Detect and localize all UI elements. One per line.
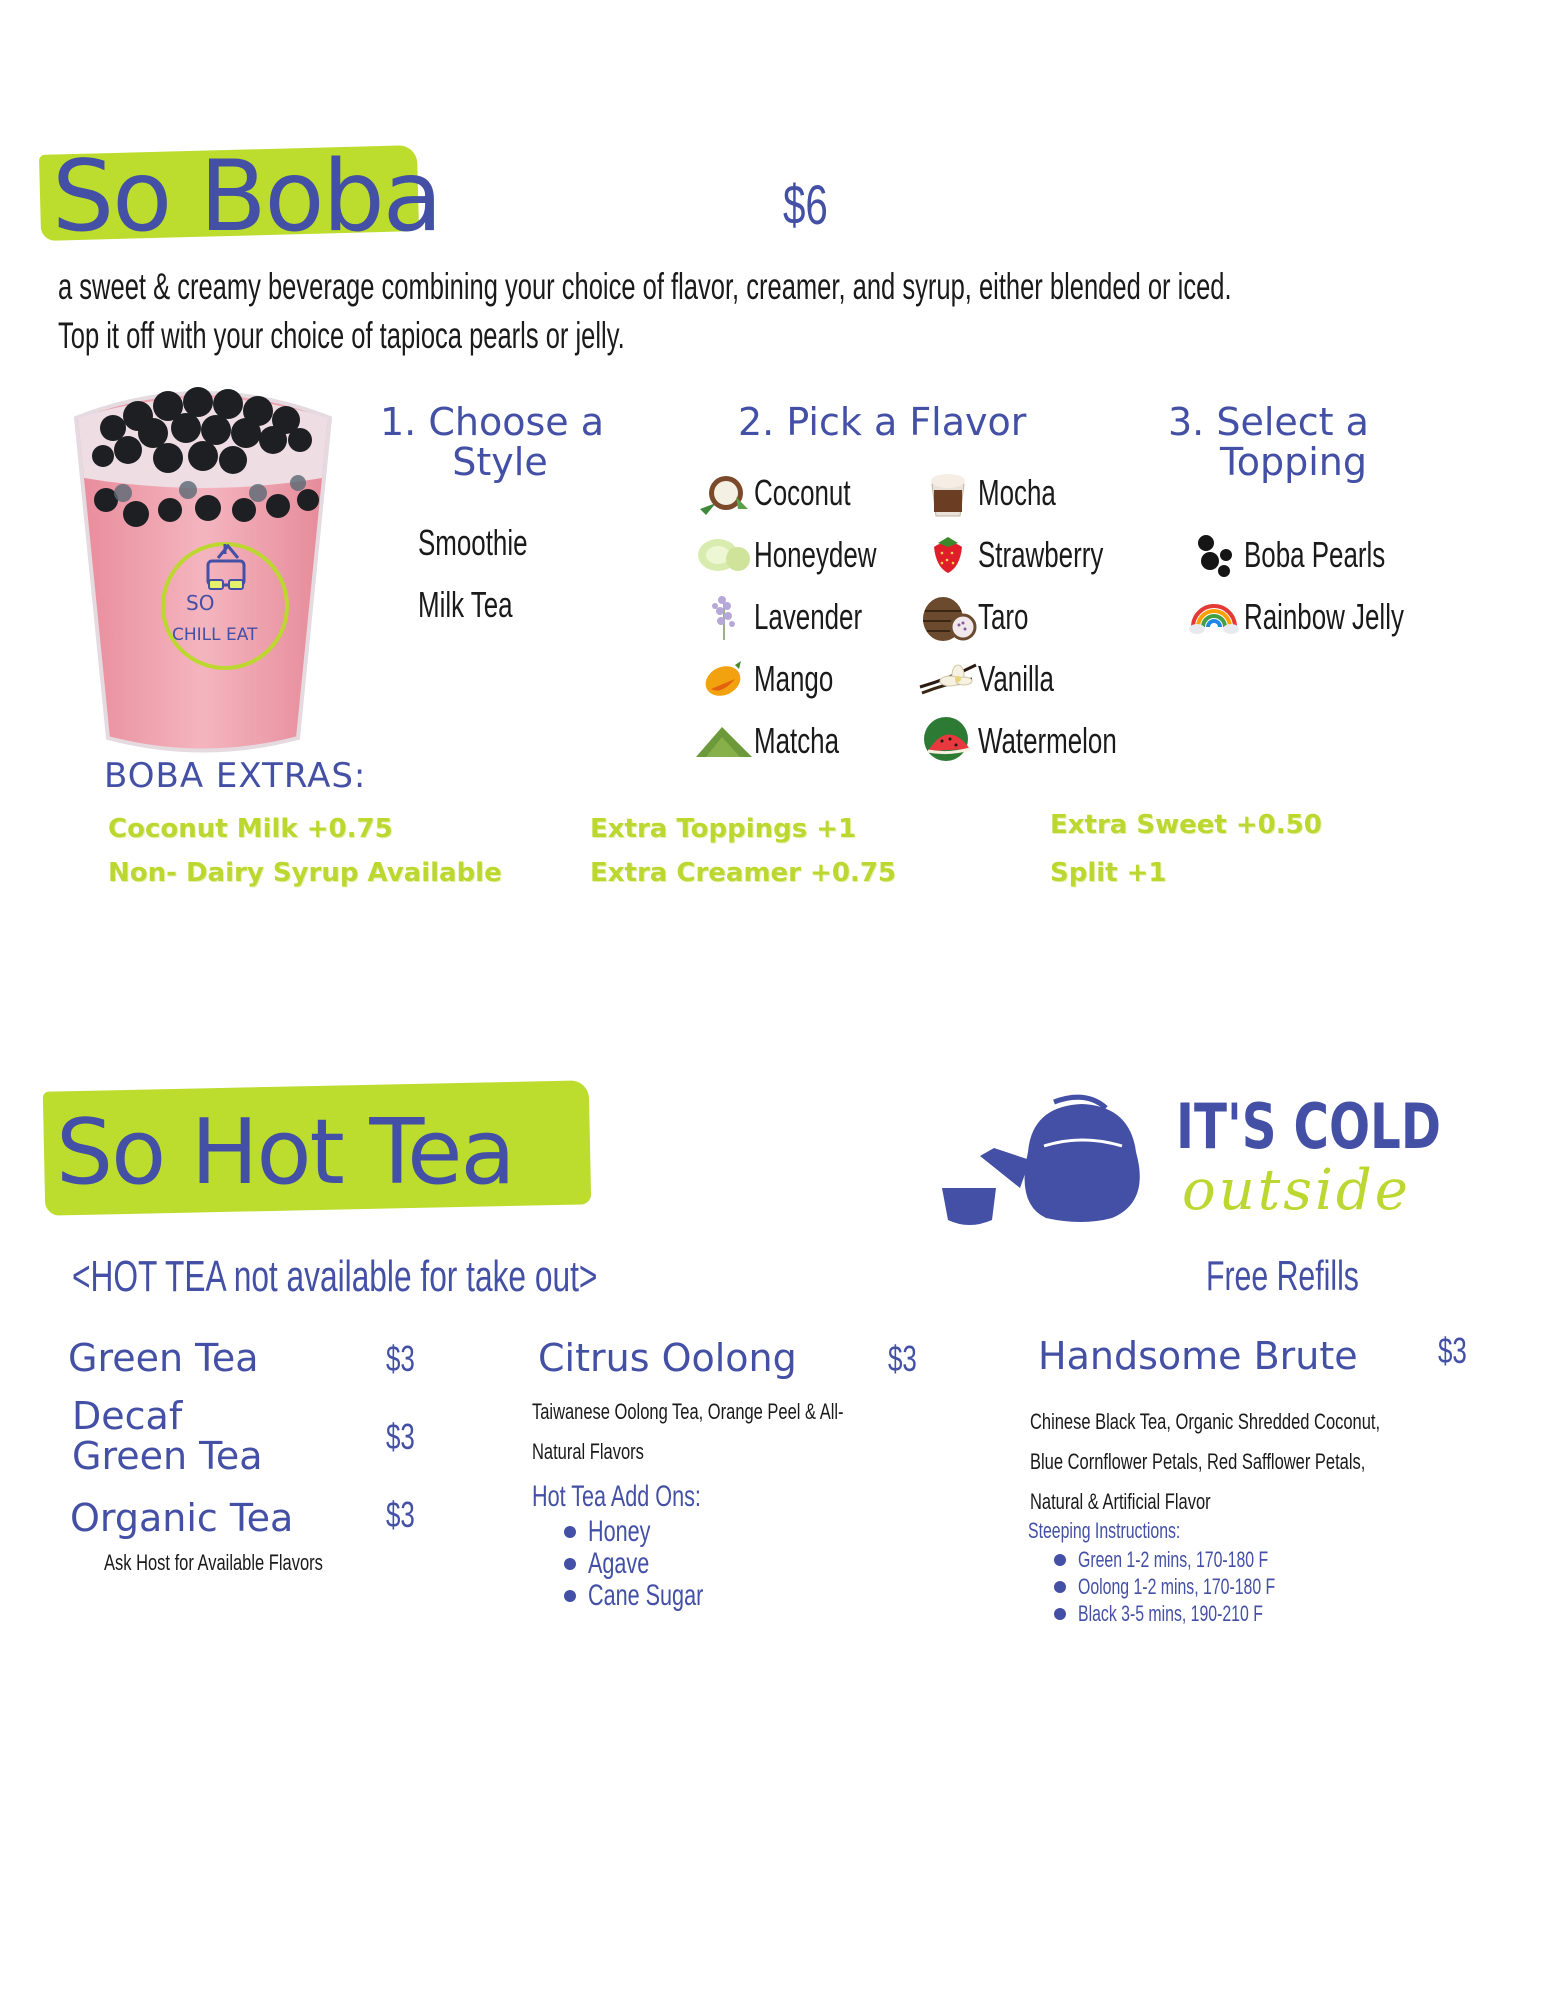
steeping-list [1050, 1546, 1352, 1627]
step2-title: 2. Pick a Flavor [738, 400, 1027, 444]
mango-icon [694, 651, 754, 707]
style-option-smoothie: Smoothie [418, 522, 528, 563]
steeping-item: Oolong 1-2 mins, 170-180 F [1050, 1573, 1352, 1600]
extras-title: BOBA EXTRAS: [104, 756, 367, 796]
flavor-mango: Mango [694, 651, 864, 707]
free-refills: Free Refills [1206, 1252, 1359, 1299]
step3-title: 3. Select a Topping [1168, 400, 1369, 484]
lavender-icon [694, 589, 754, 645]
taro-icon [918, 589, 978, 645]
steeping-title: Steeping Instructions: [1028, 1518, 1181, 1543]
strawberry-icon [918, 527, 978, 583]
flavor-vanilla: Vanilla [918, 651, 1083, 707]
decaf-green-tea-name: Decaf Green Tea [72, 1394, 263, 1478]
organic-tea-price: $3 [386, 1494, 415, 1535]
boba-cup-image [68, 378, 338, 753]
extra-non-dairy-syrup: Non- Dairy Syrup Available [108, 858, 502, 888]
topping-boba-pearls: Boba Pearls [1184, 527, 1440, 583]
boba-description: a sweet & creamy beverage combining your choice of flavor, creamer, and syrup, either blended or iced. Top it off with your choice of tapioca pearls or jelly. [58, 266, 1232, 356]
flavor-lavender: Lavender [694, 589, 904, 645]
addons-title: Hot Tea Add Ons: [532, 1480, 701, 1513]
citrus-oolong-price: $3 [888, 1338, 917, 1379]
addon-item: Agave [560, 1548, 748, 1580]
citrus-oolong-description: Taiwanese Oolong Tea, Orange Peel & All- Natural Flavors [532, 1399, 844, 1464]
style-option-milk-tea: Milk Tea [418, 584, 513, 625]
addons-list [560, 1516, 748, 1612]
handsome-brute-price: $3 [1438, 1330, 1467, 1371]
extra-coconut-milk: Coconut Milk +0.75 [108, 814, 393, 844]
flavor-matcha: Matcha [694, 713, 872, 769]
green-tea-name: Green Tea [68, 1336, 259, 1380]
addon-item: Cane Sugar [560, 1580, 748, 1612]
svg-text:CHILL EAT: CHILL EAT [172, 625, 258, 645]
extra-creamer: Extra Creamer +0.75 [590, 858, 896, 888]
boba-pearls-icon [1184, 527, 1244, 583]
hot-tea-note: <HOT TEA not available for take out> [72, 1252, 598, 1301]
flavor-mocha: Mocha [918, 465, 1086, 521]
citrus-oolong-name: Citrus Oolong [538, 1336, 797, 1380]
flavor-strawberry: Strawberry [918, 527, 1152, 583]
boba-price: $6 [783, 173, 828, 236]
boba-title: So Boba [52, 140, 441, 254]
decaf-green-tea-price: $3 [386, 1416, 415, 1457]
flavor-taro: Taro [918, 589, 1048, 645]
organic-tea-name: Organic Tea [70, 1496, 294, 1540]
mocha-icon [918, 465, 978, 521]
green-tea-price: $3 [386, 1338, 415, 1379]
flavor-honeydew: Honeydew [694, 527, 924, 583]
organic-tea-note: Ask Host for Available Flavors [104, 1550, 323, 1575]
teapot-icon [936, 1092, 1186, 1232]
steeping-item: Green 1-2 mins, 170-180 F [1050, 1546, 1352, 1573]
hot-tea-title: So Hot Tea [56, 1100, 514, 1205]
vanilla-icon [918, 651, 978, 707]
handsome-brute-name: Handsome Brute [1038, 1334, 1358, 1378]
step1-title: 1. Choose a Style [380, 400, 604, 484]
addon-item: Honey [560, 1516, 748, 1548]
extra-toppings: Extra Toppings +1 [590, 814, 857, 844]
watermelon-icon [918, 713, 978, 769]
coconut-icon [694, 465, 754, 521]
flavor-watermelon: Watermelon [918, 713, 1171, 769]
extra-split: Split +1 [1050, 858, 1167, 888]
svg-text:SO: SO [186, 591, 215, 615]
topping-rainbow-jelly: Rainbow Jelly [1184, 589, 1466, 645]
extra-sweet: Extra Sweet +0.50 [1050, 810, 1322, 840]
steeping-item: Black 3-5 mins, 190-210 F [1050, 1600, 1352, 1627]
flavor-coconut: Coconut [694, 465, 888, 521]
promo-line2: outside [1182, 1158, 1411, 1223]
honeydew-icon [694, 527, 754, 583]
promo-line1: IT'S COLD [1176, 1090, 1442, 1163]
rainbow-icon [1184, 589, 1244, 645]
matcha-icon [694, 713, 754, 769]
handsome-brute-description: Chinese Black Tea, Organic Shredded Coconut, Blue Cornflower Petals, Red Safflower Petals, Natural & Artificial Flavor [1030, 1409, 1381, 1514]
